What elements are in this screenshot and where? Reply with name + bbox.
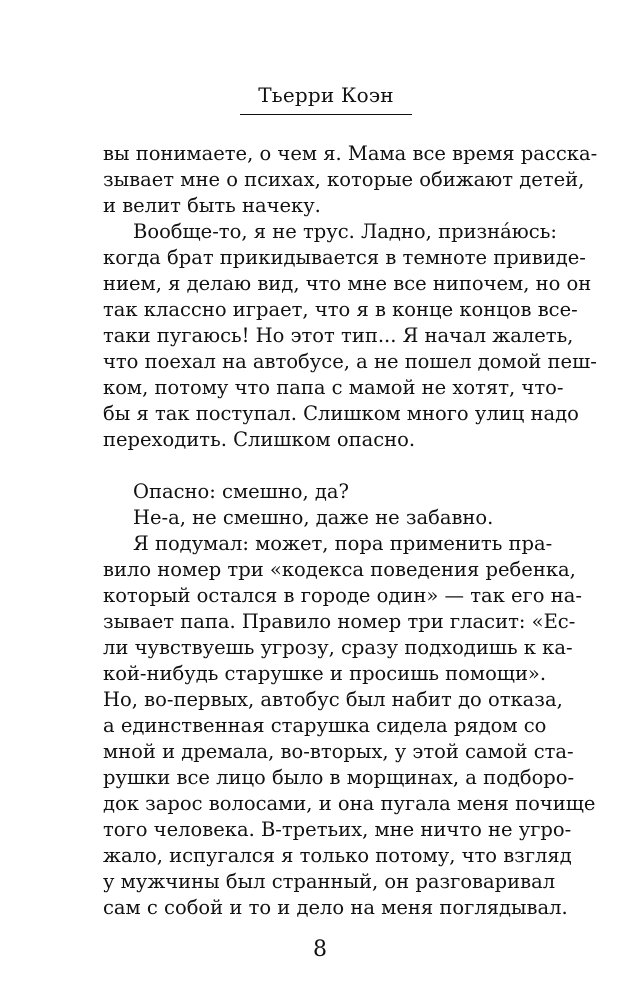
text-line: Опасно: смешно, да? [133,480,350,503]
text-line: рушки все лицо было в морщинах, а подборо- [103,766,575,789]
text-line: зывает папа. Правило номер три гласит: «Ес- [103,610,576,633]
text-line: переходить. Слишком опасно. [103,428,416,451]
text-line: который остался в городе один» — так его на- [103,584,582,607]
text-line: бы я так поступал. Слишком много улиц надо [103,402,579,425]
text-line: вило номер три «кодекса поведения ребенка, [103,558,576,581]
text-line: нием, я делаю вид, что мне все нипочем, но он [103,272,592,295]
header-rule [240,114,412,115]
text-line: а единственная старушка сидела рядом со [103,714,547,737]
text-line: Вообще-то, я не трус. Ладно, признáюсь: [133,220,557,243]
text-line: жало, испугался я только потому, что взгляд [103,844,572,867]
text-line: Но, во-первых, автобус был набит до отказа, [103,688,563,711]
text-line: Я подумал: может, пора применить пра- [133,532,553,555]
text-line: сам с собой и то и дело на меня поглядывал. [103,896,568,919]
running-header-author: Тьерри Коэн [258,83,394,107]
text-line: у мужчины был странный, он разговаривал [103,870,556,893]
text-line: так классно играет, что я в конце концов все- [103,298,578,321]
text-line: вы понимаете, о чем я. Мама все время расска- [103,142,598,165]
text-line: док зарос волосами, и она пугала меня почище [103,792,596,815]
text-line: того человека. В-третьих, мне ничто не угро- [103,818,572,841]
text-line: зывает мне о психах, которые обижают детей, [103,168,585,191]
text-line: кой-нибудь старушке и просишь помощи». [103,662,547,685]
text-line: когда брат прикидывается в темноте привиде- [103,246,586,269]
text-line: что поехал на автобусе, а не пошел домой пеш- [103,350,597,373]
running-header [240,82,412,115]
text-line: и велит быть начеку. [103,194,321,217]
text-line: таки пугаюсь! Но этот тип... Я начал жалеть, [103,324,574,347]
page-number: 8 [313,937,327,962]
text-line: ком, потому что папа с мамой не хотят, что- [103,376,564,399]
text-line: мной и дремала, во-вторых, у этой самой ста- [103,740,574,763]
text-line: Не-а, не смешно, даже не забавно. [133,506,494,529]
text-line: ли чувствуешь угрозу, сразу подходишь к ка- [103,636,573,659]
